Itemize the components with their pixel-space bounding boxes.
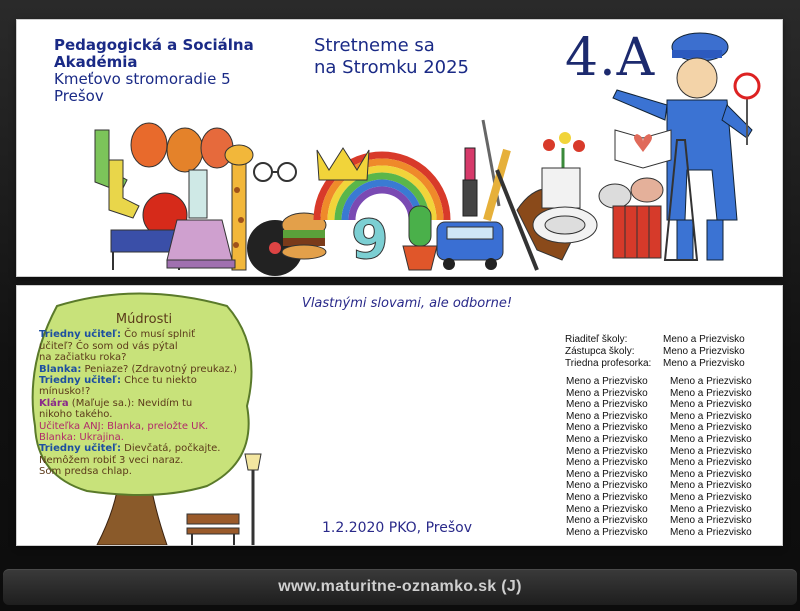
wisdom-text: Dievčatá, počkajte. bbox=[120, 443, 221, 455]
toilet-icon bbox=[533, 168, 597, 243]
student-name: Meno a Priezvisko bbox=[566, 468, 648, 480]
student-name: Meno a Priezvisko bbox=[670, 515, 752, 527]
flower-icon bbox=[543, 132, 585, 170]
staff-name: Meno a Priezvisko bbox=[663, 358, 745, 369]
meeting-line-1: Stretneme sa bbox=[314, 35, 435, 56]
wisdom-line bbox=[39, 364, 269, 375]
wisdom-line bbox=[39, 341, 269, 352]
class-name: 4.A bbox=[565, 28, 656, 88]
wisdom-speaker: Triedny učiteľ: bbox=[39, 329, 121, 341]
student-name: Meno a Priezvisko bbox=[670, 491, 752, 503]
wisdom-text: Blanka: Ukrajina. bbox=[39, 432, 124, 444]
staff-list bbox=[565, 334, 745, 370]
doodle-illustration bbox=[17, 20, 782, 276]
wisdom-line bbox=[39, 398, 269, 409]
staff-row bbox=[565, 358, 745, 370]
wisdom-line bbox=[39, 432, 269, 443]
wisdom-text: Čo musí splniť bbox=[120, 329, 196, 341]
wisdom-line bbox=[39, 466, 269, 477]
invitation-front bbox=[17, 20, 782, 276]
staff-role: Triedna profesorka: bbox=[565, 358, 652, 369]
student-name: Meno a Priezvisko bbox=[670, 503, 752, 515]
lipstick-icon bbox=[463, 148, 477, 216]
student-name: Meno a Priezvisko bbox=[566, 376, 648, 387]
student-name: Meno a Priezvisko bbox=[566, 526, 648, 538]
wisdom-speaker: Blanka: bbox=[39, 363, 82, 375]
school-address: Kmeťovo stromoradie 5 bbox=[54, 70, 231, 88]
crown-icon bbox=[317, 148, 369, 180]
student-name: Meno a Priezvisko bbox=[670, 433, 752, 445]
student-name: Meno a Priezvisko bbox=[566, 480, 648, 492]
wisdom-line bbox=[39, 455, 269, 466]
staff-name: Meno a Priezvisko bbox=[663, 346, 745, 357]
student-name: Meno a Priezvisko bbox=[670, 526, 752, 538]
wisdom-text: mínusko!? bbox=[39, 386, 91, 398]
student-name: Meno a Priezvisko bbox=[566, 433, 648, 445]
student-list bbox=[566, 376, 774, 538]
date-place: 1.2.2020 PKO, Prešov bbox=[322, 520, 472, 536]
student-name: Meno a Priezvisko bbox=[566, 515, 648, 527]
student-name: Meno a Priezvisko bbox=[566, 399, 648, 411]
glasses-icon bbox=[254, 163, 296, 181]
student-name: Meno a Priezvisko bbox=[670, 457, 752, 469]
number-nine-icon: 9 bbox=[351, 208, 389, 271]
student-name: Meno a Priezvisko bbox=[670, 468, 752, 480]
staff-name: Meno a Priezvisko bbox=[663, 334, 745, 345]
wisdom-line bbox=[39, 375, 269, 386]
wisdom-line bbox=[39, 352, 269, 363]
staff-role: Riaditeľ školy: bbox=[565, 334, 628, 345]
wisdom-title: Múdrosti bbox=[115, 312, 173, 327]
motto: Vlastnými slovami, ale odborne! bbox=[301, 296, 513, 311]
dog-icon bbox=[599, 178, 663, 208]
student-name: Meno a Priezvisko bbox=[670, 422, 752, 434]
school-name-line-1: Pedagogická a Sociálna bbox=[54, 36, 254, 54]
footer-site: www.maturitne-oznamko.sk (J) bbox=[278, 578, 522, 595]
student-name: Meno a Priezvisko bbox=[670, 410, 752, 422]
wisdom-line bbox=[39, 421, 269, 432]
wisdom-speaker: Klára bbox=[39, 397, 69, 409]
student-name: Meno a Priezvisko bbox=[670, 376, 752, 387]
tube-icon bbox=[189, 170, 207, 218]
wisdom-line bbox=[39, 409, 269, 420]
student-name: Meno a Priezvisko bbox=[670, 399, 752, 411]
bench-icon bbox=[187, 514, 239, 545]
student-name: Meno a Priezvisko bbox=[670, 445, 752, 457]
meeting-line-2: na Stromku 2025 bbox=[314, 57, 470, 78]
wisdom-text: (Maľuje sa.): Nevidím tu bbox=[68, 397, 193, 409]
accordion-icon bbox=[613, 206, 661, 258]
staff-row bbox=[565, 346, 745, 358]
staff-row bbox=[565, 334, 745, 346]
book-icon bbox=[615, 130, 671, 168]
student-name: Meno a Priezvisko bbox=[566, 422, 648, 434]
student-name: Meno a Priezvisko bbox=[670, 480, 752, 492]
wisdom-text: Chce tu niekto bbox=[120, 375, 197, 387]
croissant-icon bbox=[131, 123, 233, 172]
footer-bar bbox=[3, 569, 797, 605]
student-name: Meno a Priezvisko bbox=[566, 457, 648, 469]
wisdom-line bbox=[39, 329, 269, 340]
wisdom-text: učiteľ? Čo som od vás pýtal bbox=[39, 340, 178, 352]
wisdom-text: na začiatku roka? bbox=[39, 352, 127, 364]
school-city: Prešov bbox=[54, 87, 104, 105]
student-name: Meno a Priezvisko bbox=[566, 491, 648, 503]
staff-role: Zástupca školy: bbox=[565, 346, 635, 357]
wisdom-line bbox=[39, 443, 269, 454]
wisdom-line bbox=[39, 386, 269, 397]
wisdom-text: Som predsa chlap. bbox=[39, 466, 132, 478]
student-name: Meno a Priezvisko bbox=[566, 387, 648, 399]
wisdom-text: Učiteľka ANJ: Blanka, preložte UK. bbox=[39, 420, 209, 432]
wisdom-speaker: Triedny učiteľ: bbox=[39, 443, 121, 455]
school-name-line-2: Akadémia bbox=[54, 53, 138, 71]
laptop-icon bbox=[167, 220, 235, 268]
wisdom-section bbox=[39, 314, 269, 478]
car-icon bbox=[437, 222, 503, 270]
student-name: Meno a Priezvisko bbox=[566, 503, 648, 515]
invitation-inside bbox=[17, 286, 782, 545]
student-name: Meno a Priezvisko bbox=[566, 445, 648, 457]
student-name: Meno a Priezvisko bbox=[566, 410, 648, 422]
wisdom-speaker: Triedny učiteľ: bbox=[39, 375, 121, 387]
student-name: Meno a Priezvisko bbox=[670, 387, 752, 399]
wisdom-text: nikoho takého. bbox=[39, 409, 113, 421]
wisdom-text: Peniaze? (Zdravotný preukaz.) bbox=[81, 363, 237, 375]
wisdom-text: Nemôžem robiť 3 veci naraz. bbox=[39, 454, 184, 466]
